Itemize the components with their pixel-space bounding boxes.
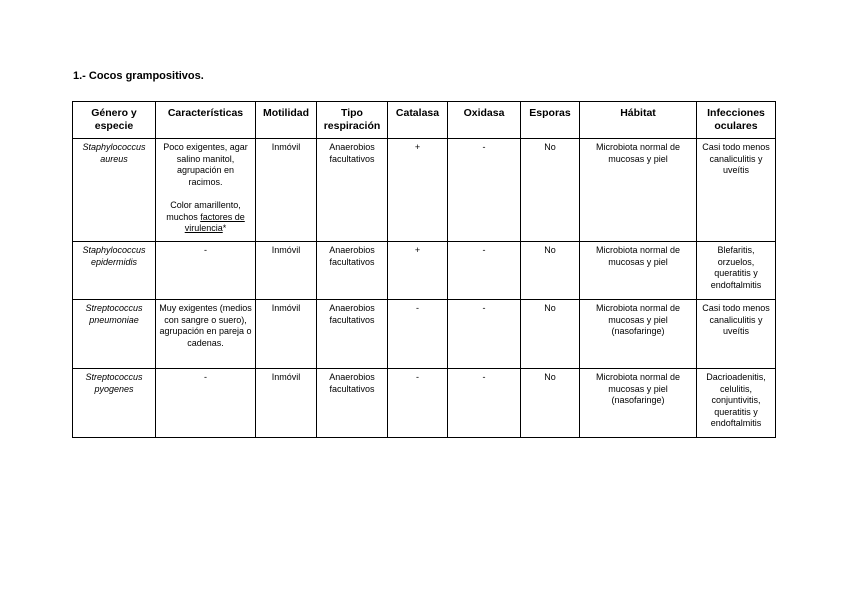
header-characteristics: Características: [156, 102, 256, 139]
cell-motility: Inmóvil: [256, 139, 317, 242]
cell-respiration: Anaerobios facultativos: [317, 300, 388, 369]
header-respiration: Tipo respiración: [317, 102, 388, 139]
table-row: [73, 369, 776, 438]
header-catalase: Catalasa: [388, 102, 448, 139]
cell-catalase: +: [388, 139, 448, 242]
characteristics-part2-suffix: *: [222, 223, 227, 233]
cell-spores: No: [521, 139, 580, 242]
header-habitat: Hábitat: [580, 102, 697, 139]
header-oxidase: Oxidasa: [448, 102, 521, 139]
cell-infections: Blefaritis, orzuelos, queratitis y endoftalmitis: [697, 242, 776, 300]
cell-respiration: Anaerobios facultativos: [317, 139, 388, 242]
cell-characteristics: -: [156, 369, 256, 438]
cell-infections: Casi todo menos canaliculitis y uveítis: [697, 139, 776, 242]
cell-habitat: Microbiota normal de mucosas y piel: [580, 242, 697, 300]
cell-oxidase: -: [448, 242, 521, 300]
cell-motility: Inmóvil: [256, 369, 317, 438]
cell-habitat: Microbiota normal de mucosas y piel (nasofaringe): [580, 300, 697, 369]
table-row: [73, 139, 776, 242]
cell-catalase: -: [388, 300, 448, 369]
cell-catalase: -: [388, 369, 448, 438]
cell-motility: Inmóvil: [256, 242, 317, 300]
cell-infections: Dacrioadenitis, celulitis, conjuntivitis, queratitis y endoftalmitis: [697, 369, 776, 438]
page-heading: 1.- Cocos grampositivos.: [73, 70, 204, 82]
header-genus: Género y especie: [73, 102, 156, 139]
cell-motility: Inmóvil: [256, 300, 317, 369]
virulence-factors-link[interactable]: factores de virulencia: [184, 211, 245, 233]
table-row: [73, 300, 776, 369]
characteristics-part1: Poco exigentes, agar salino manitol, agrupación en racimos.: [163, 142, 248, 187]
cell-genus: Staphylococcus aureus: [73, 139, 156, 242]
cell-habitat: Microbiota normal de mucosas y piel: [580, 139, 697, 242]
cell-infections: Casi todo menos canaliculitis y uveítis: [697, 300, 776, 369]
table-row: [73, 242, 776, 300]
cell-oxidase: -: [448, 369, 521, 438]
cell-respiration: Anaerobios facultativos: [317, 242, 388, 300]
cell-characteristics: -: [156, 242, 256, 300]
bacteria-table: [72, 101, 776, 438]
header-motility: Motilidad: [256, 102, 317, 139]
header-spores: Esporas: [521, 102, 580, 139]
cell-characteristics: Muy exigentes (medios con sangre o suero), agrupación en pareja o cadenas.: [156, 300, 256, 369]
cell-oxidase: -: [448, 300, 521, 369]
header-infections: Infecciones oculares: [697, 102, 776, 139]
cell-spores: No: [521, 242, 580, 300]
cell-spores: No: [521, 300, 580, 369]
cell-characteristics: [156, 139, 256, 242]
cell-respiration: Anaerobios facultativos: [317, 369, 388, 438]
cell-spores: No: [521, 369, 580, 438]
cell-genus: Streptococcus pneumoniae: [73, 300, 156, 369]
cell-genus: Staphylococcus epidermidis: [73, 242, 156, 300]
cell-habitat: Microbiota normal de mucosas y piel (nasofaringe): [580, 369, 697, 438]
characteristics-part2-prefix: Color amarillento, muchos: [166, 200, 241, 222]
cell-catalase: +: [388, 242, 448, 300]
table-header-row: [73, 102, 776, 139]
cell-genus: Streptococcus pyogenes: [73, 369, 156, 438]
cell-oxidase: -: [448, 139, 521, 242]
